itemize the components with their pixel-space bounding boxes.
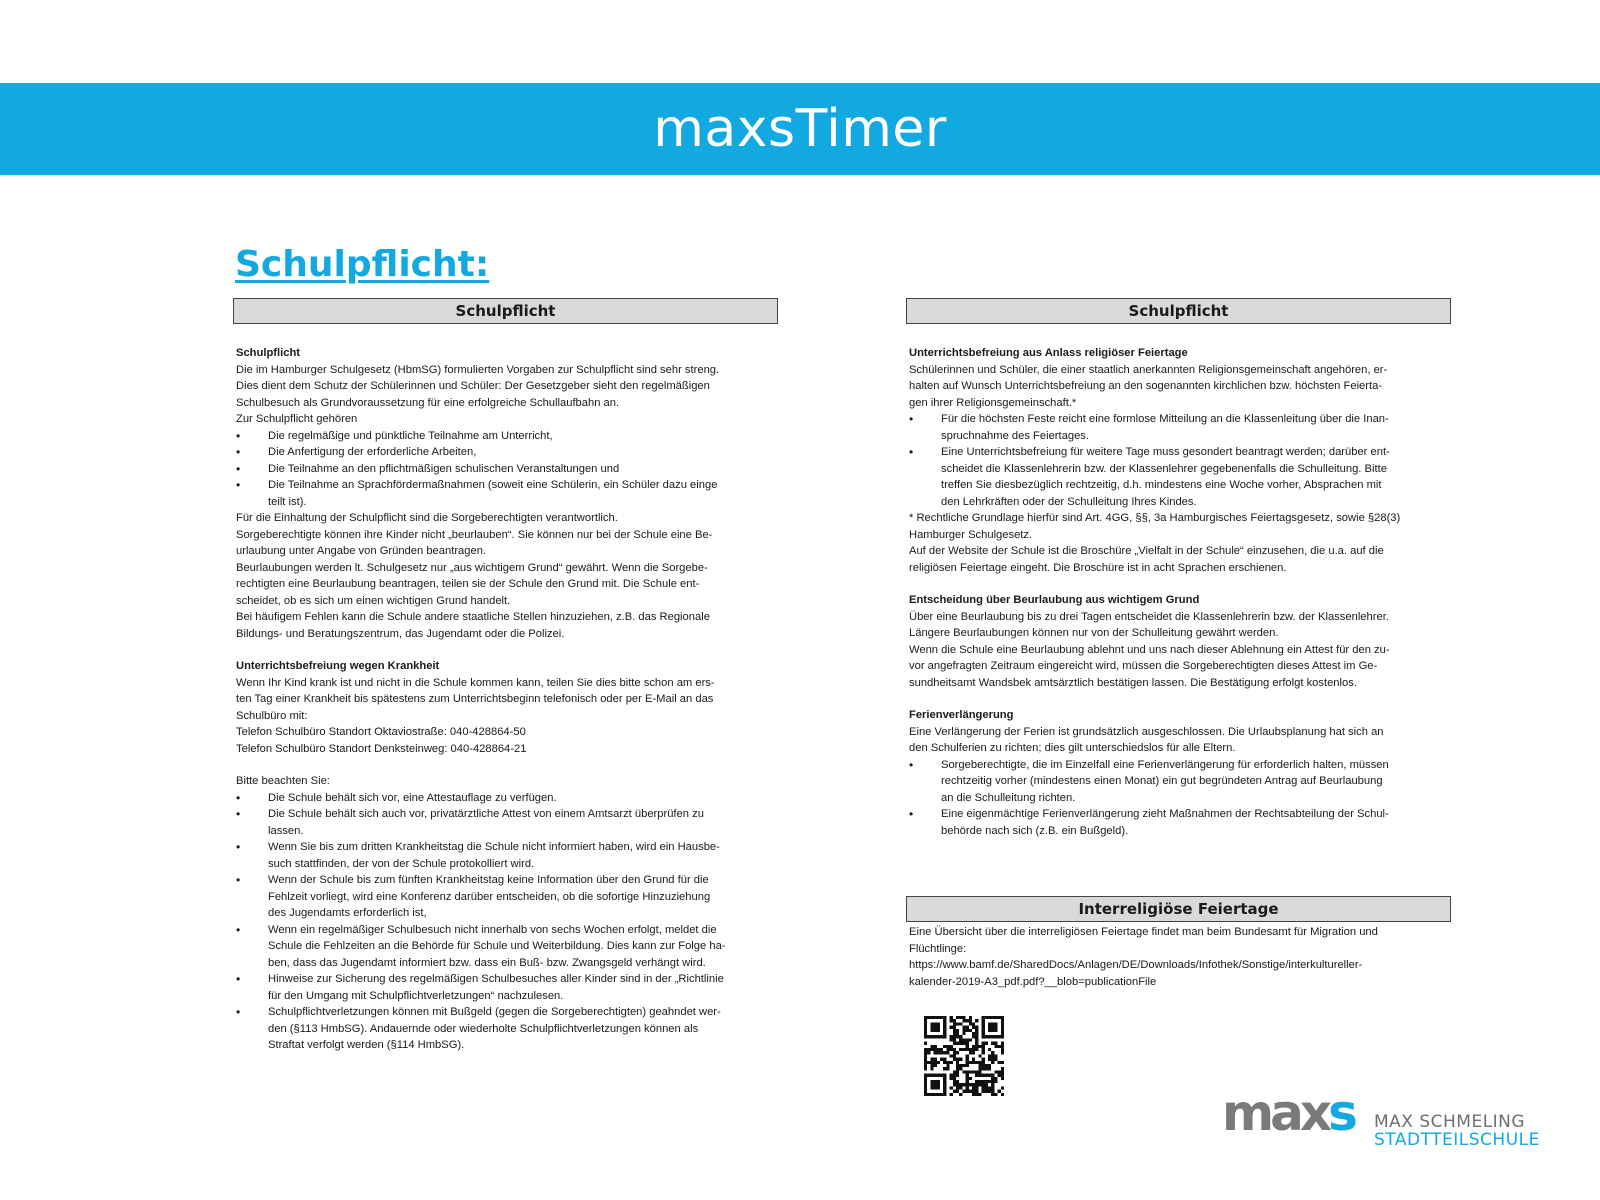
banner-title: maxsTimer [653, 99, 947, 159]
text-line: Telefon Schulbüro Standort Denksteinweg: 040-428864-21 [236, 742, 527, 755]
text-line: Zur Schulpflicht gehören [236, 413, 358, 425]
note-title: Bitte beachten Sie: [236, 775, 330, 787]
religious-text [909, 362, 1448, 412]
list-item-line: an die Schulleitung richten. [941, 791, 1076, 804]
list-item-line: Straftat verfolgt werden (§114 HmbSG). [268, 1039, 465, 1051]
list-item-line: • Sorgeberechtigte, die im Einzelfall eine Ferienverlängerung für erforderlich halten, müssen [941, 758, 1389, 771]
list-item [909, 411, 1448, 444]
school-logo [1222, 1084, 1558, 1150]
list-item-line: such stattfinden, der von der Schule protokolliert wird. [268, 857, 535, 870]
holiday-bullets [909, 757, 1448, 840]
note-bullets [236, 790, 775, 1054]
logo-mark-gray: max [1222, 1084, 1329, 1142]
list-item-line: Schule die Fehlzeiten an die Behörde für Schule und Weiterbildung. Dies kann zur Folge ha- [268, 940, 726, 952]
text-line: den Schulferien zu richten; dies gilt unterschiedslos für alle Eltern. [909, 742, 1236, 754]
list-item [236, 872, 775, 922]
logo-mark [1222, 1084, 1354, 1142]
list-item-line: • Wenn ein regelmäßiger Schulbesuch nicht innerhalb von sechs Wochen erfolgt, meldet die [268, 923, 717, 936]
text-line: Über eine Beurlaubung bis zu drei Tagen entscheidet die Klassenlehrerin bzw. der Klassenlehrer. [909, 610, 1389, 623]
text-line: halten auf Wunsch Unterrichtsbefreiung an den sogenannten kirchlichen bzw. höchsten Feierta- [909, 380, 1383, 392]
qr-code[interactable] [924, 1016, 1004, 1096]
list-item-line: rechtzeitig vorher (mindestens einen Monat) ein gut begründeten Antrag auf Beurlaubung [941, 775, 1383, 787]
illness-title: Unterrichtsbefreiung wegen Krankheit [236, 660, 440, 672]
intro-text [236, 362, 775, 428]
text-line: Wenn die Schule eine Beurlaubung ablehnt und uns nach dieser Ablehnung ein Attest für den zu- [909, 643, 1390, 656]
list-item [909, 757, 1448, 807]
list-item-line: Fehlzeit vorliegt, wird eine Konferenz darüber entscheiden, ob die sofortige Hinzuziehung [268, 890, 711, 903]
illness-text [236, 675, 775, 758]
text-line: Bei häufigem Fehlen kann die Schule andere staatliche Stellen hinzuziehen, z.B. das Regionale [236, 611, 710, 623]
list-item-line: spruchnahme des Feiertages. [941, 429, 1090, 442]
text-line: sundheitsamt Wandsbek amtsärztlich bestätigen lassen. Die Bestätigung erfolgt kostenlos. [909, 676, 1357, 689]
list-item [236, 1004, 775, 1054]
list-item-line: treffen Sie diesbezüglich rechtzeitig, d.h. mindestens eine Woche vorher, Absprachen mit [941, 479, 1382, 491]
list-item [236, 790, 775, 807]
list-item-line: • Für die höchsten Feste reicht eine formlose Mitteilung an die Klassenleitung über die Inan- [941, 413, 1389, 425]
list-item-line: • Wenn der Schule bis zum fünften Krankheitstag keine Information über den Grund für die [268, 874, 709, 886]
section-header-schulpflicht-left: Schulpflicht [233, 298, 778, 324]
text-line: Bildungs- und Beratungszentrum, das Jugendamt oder die Polizei. [236, 627, 565, 640]
list-item [236, 428, 775, 445]
text-line: https://www.bamf.de/SharedDocs/Anlagen/DE/Downloads/Infothek/Sonstige/interkultureller- [909, 959, 1363, 971]
text-line: ten Tag einer Krankheit bis spätestens zum Unterrichtsbeginn telefonisch oder per E-Mail an das [236, 693, 714, 705]
religious-title: Unterrichtsbefreiung aus Anlass religiöser Feiertage [909, 347, 1188, 359]
text-line: Für die Einhaltung der Schulpflicht sind die Sorgeberechtigten verantwortlich. [236, 512, 618, 524]
religious-bullets [909, 411, 1448, 510]
right-column [906, 298, 1451, 839]
list-item-line: • Die Teilnahme an Sprachfördermaßnahmen (soweit eine Schülerin, ein Schüler dazu einge [268, 479, 718, 491]
list-item-line: des Jugendamts erforderlich ist, [268, 907, 427, 919]
list-item [236, 461, 775, 478]
list-item-line: • Die Anfertigung der erforderliche Arbeiten, [268, 446, 477, 458]
text-line: Schulbüro mit: [236, 709, 308, 722]
left-column [233, 298, 778, 1054]
text-line: Auf der Website der Schule ist die Broschüre „Vielfalt in der Schule“ einzusehen, die u.a. auf die [909, 545, 1384, 557]
list-item-line: für den Umgang mit Schulpflichtverletzungen“ nachzulesen. [268, 989, 564, 1002]
text-line: kalender-2019-A3_pdf.pdf?__blob=publicationFile [909, 975, 1157, 988]
text-line: gen ihrer Religionsgemeinschaft.* [909, 396, 1077, 409]
list-item [236, 971, 775, 1004]
list-item-line: behörde nach sich (z.B. ein Bußgeld). [941, 824, 1129, 837]
list-item-line: • Eine eigenmächtige Ferienverlängerung zieht Maßnahmen der Rechtsabteilung der Schul- [941, 808, 1389, 820]
text-line: vor angefragten Zeitraum eingereicht wird, müssen die Sorgeberechtigten dieses Attest im Ge- [909, 660, 1378, 672]
text-line: Telefon Schulbüro Standort Oktaviostraße: 040-428864-50 [236, 726, 526, 738]
list-item-line: scheidet die Klassenlehrerin bzw. der Klassenlehrer gegebenenfalls die Schulleitung. Bitte [941, 462, 1387, 475]
intro-after-text [236, 510, 775, 642]
list-item-line: lassen. [268, 824, 304, 837]
intro-title: Schulpflicht [236, 347, 301, 359]
list-item-line: ben, dass das Jugendamt informiert bzw. dass ein Buß- bzw. Zwangsgeld verhängt wird. [268, 956, 706, 969]
text-line: * Rechtliche Grundlage hierfür sind Art. 4GG, §§, 3a Hamburgisches Feiertagsgesetz, sowie §28(3) [909, 512, 1401, 524]
text-line: Eine Verlängerung der Ferien ist grundsätzlich ausgeschlossen. Die Urlaubsplanung hat sich an [909, 725, 1384, 738]
logo-school-type: STADTTEILSCHULE [1374, 1130, 1540, 1150]
text-line: Beurlaubungen werden lt. Schulgesetz nur „aus wichtigem Grund“ gewährt. Wenn die Sorgebe- [236, 561, 708, 574]
list-item [236, 806, 775, 839]
text-line: Flüchtlinge: [909, 942, 967, 955]
text-line: Wenn Ihr Kind krank ist und nicht in die Schule kommen kann, teilen Sie dies bitte schon am ers- [236, 676, 715, 689]
holiday-title: Ferienverlängerung [909, 709, 1014, 721]
list-item-line: • Die Teilnahme an den pflichtmäßigen schulischen Veranstaltungen und [268, 462, 620, 475]
text-line: scheidet, ob es sich um einen wichtigen Grund handelt. [236, 594, 511, 607]
page-heading: Schulpflicht: [235, 244, 490, 285]
list-item [236, 839, 775, 872]
logo-mark-blue: s [1328, 1084, 1354, 1142]
text-line: urlaubung unter Angabe von Gründen beantragen. [236, 545, 487, 557]
list-item [236, 922, 775, 972]
logo-school-name: MAX SCHMELING [1374, 1112, 1526, 1132]
list-item [909, 806, 1448, 839]
decision-title: Entscheidung über Beurlaubung aus wichtigem Grund [909, 594, 1200, 606]
list-item [909, 444, 1448, 510]
list-item [236, 444, 775, 461]
list-item-line: • Schulpflichtverletzungen können mit Bußgeld (gegen die Sorgeberechtigten) geahndet wer- [268, 1006, 721, 1018]
religious-after-text [909, 510, 1448, 576]
section-header-schulpflicht-right: Schulpflicht [906, 298, 1451, 324]
interreligious-text [906, 924, 1451, 990]
text-line: Die im Hamburger Schulgesetz (HbmSG) formulierten Vorgaben zur Schulpflicht sind sehr streng. [236, 363, 720, 376]
text-line: Längere Beurlaubungen können nur von der Schulleitung gewährt werden. [909, 627, 1279, 639]
text-line: Hamburger Schulgesetz. [909, 528, 1033, 541]
list-item-line: • Die Schule behält sich vor, eine Attestauflage zu verfügen. [268, 791, 557, 804]
list-item-line: • Hinweise zur Sicherung des regelmäßigen Schulbesuches aller Kinder sind in der „Richtlinie [268, 973, 724, 985]
text-line: religiösen Feiertage eingeht. Die Broschüre ist in acht Sprachen erschienen. [909, 561, 1287, 574]
list-item-line: teilt ist). [268, 495, 307, 508]
intro-bullets [236, 428, 775, 511]
list-item-line: • Die Schule behält sich auch vor, privatärztliche Attest von einem Amtsarzt überprüfen zu [268, 808, 704, 820]
decision-text [909, 609, 1448, 692]
list-item-line: den (§113 HmbSG). Andauernde oder wiederholte Schulpflichtverletzungen können als [268, 1022, 699, 1035]
list-item-line: • Eine Unterrichtsbefreiung für weitere Tage muss gesondert beantragt werden; darüber ent- [941, 446, 1390, 458]
section-header-interreligious: Interreligiöse Feiertage [906, 896, 1451, 922]
text-line: Dies dient dem Schutz der Schülerinnen und Schüler: Der Gesetzgeber sieht den regelmäßigen [236, 380, 710, 392]
title-banner [0, 83, 1600, 175]
text-line: Schülerinnen und Schüler, die einer staatlich anerkannten Religionsgemeinschaft angehören, er- [909, 363, 1388, 376]
text-line: rechtigten eine Beurlaubung beantragen, teilen sie der Schule den Grund mit. Die Schule ent- [236, 578, 700, 590]
text-line: Eine Übersicht über die interreligiösen Feiertage findet man beim Bundesamt für Migration und [909, 926, 1378, 938]
list-item-line: den Lehrkräften oder der Schulleitung Ihres Kindes. [941, 495, 1197, 508]
list-item-line: • Wenn Sie bis zum dritten Krankheitstag die Schule nicht informiert haben, wird ein Hausbe- [268, 841, 720, 853]
list-item-line: • Die regelmäßige und pünktliche Teilnahme am Unterricht, [268, 429, 553, 442]
text-line: Sorgeberechtigte können ihre Kinder nicht „beurlauben“. Sie können nur bei der Schule eine Be- [236, 528, 713, 541]
text-line: Schulbesuch als Grundvoraussetzung für eine erfolgreiche Schullaufbahn an. [236, 396, 620, 409]
holiday-text [909, 724, 1448, 757]
list-item [236, 477, 775, 510]
